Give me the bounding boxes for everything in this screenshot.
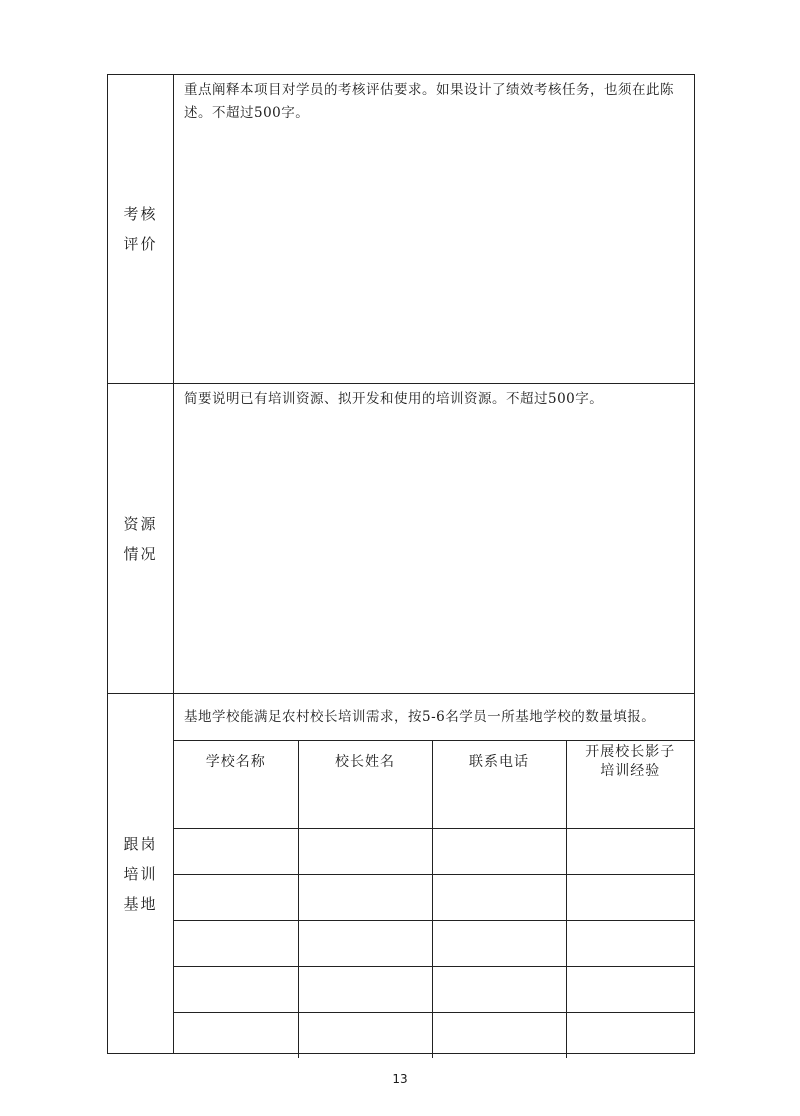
experience-cell[interactable]: [566, 921, 694, 967]
resources-hint: 简要说明已有培训资源、拟开发和使用的培训资源。不超过500字。: [184, 391, 604, 407]
training-base-label: [123, 829, 157, 919]
resources-row: [108, 383, 694, 693]
school-name-cell[interactable]: [174, 783, 298, 829]
principal-name-cell[interactable]: [298, 967, 432, 1013]
assessment-label-cell: [108, 75, 174, 383]
page-number: 13: [392, 1072, 408, 1086]
training-base-label-line: 跟岗: [123, 834, 158, 853]
phone-cell[interactable]: [432, 875, 566, 921]
training-base-row: [108, 693, 694, 1053]
assessment-content-cell[interactable]: [174, 75, 694, 383]
assessment-label: [123, 199, 157, 259]
training-base-label-line: 培训: [123, 864, 158, 883]
table-row: [174, 967, 694, 1013]
experience-cell[interactable]: [566, 875, 694, 921]
table-row: [174, 875, 694, 921]
column-header-phone: 联系电话: [432, 741, 566, 783]
resources-label: [123, 509, 157, 569]
principal-name-cell[interactable]: [298, 1013, 432, 1059]
experience-cell[interactable]: [566, 1013, 694, 1059]
phone-cell[interactable]: [432, 967, 566, 1013]
training-base-label-line: 基地: [123, 894, 158, 913]
school-name-cell[interactable]: [174, 1013, 298, 1059]
phone-cell[interactable]: [432, 783, 566, 829]
school-name-cell[interactable]: [174, 875, 298, 921]
assessment-label-line: 考核: [123, 205, 158, 223]
assessment-hint: 重点阐释本项目对学员的考核评估要求。如果设计了绩效考核任务，也须在此陈述。不超过500字。: [184, 82, 674, 121]
school-name-cell[interactable]: [174, 967, 298, 1013]
principal-name-cell[interactable]: [298, 921, 432, 967]
principal-name-cell[interactable]: [298, 783, 432, 829]
principal-name-cell[interactable]: [298, 875, 432, 921]
experience-cell[interactable]: [566, 783, 694, 829]
table-row: [174, 783, 694, 829]
resources-label-line: 情况: [123, 544, 158, 563]
table-row: [174, 1013, 694, 1059]
table-row: [174, 921, 694, 967]
resources-label-line: 资源: [123, 514, 158, 533]
training-base-label-cell: [108, 694, 174, 1053]
base-school-table: [174, 740, 694, 1053]
training-base-hint: 基地学校能满足农村校长培训需求，按5-6名学员一所基地学校的数量填报。: [184, 709, 656, 725]
phone-cell[interactable]: [432, 829, 566, 875]
training-base-content-cell: [174, 694, 694, 1053]
assessment-row: [108, 75, 694, 383]
column-header-school-name: 学校名称: [174, 741, 298, 783]
table-row: [174, 829, 694, 875]
phone-cell[interactable]: [432, 1013, 566, 1059]
experience-cell[interactable]: [566, 829, 694, 875]
school-name-cell[interactable]: [174, 921, 298, 967]
application-form-table: [107, 74, 695, 1054]
resources-content-cell[interactable]: [174, 384, 694, 693]
phone-cell[interactable]: [432, 921, 566, 967]
column-header-shadow-training-experience: 开展校长影子 培训经验: [566, 741, 694, 783]
experience-cell[interactable]: [566, 967, 694, 1013]
assessment-label-line: 评价: [123, 235, 158, 253]
school-name-cell[interactable]: [174, 829, 298, 875]
principal-name-cell[interactable]: [298, 829, 432, 875]
resources-label-cell: [108, 384, 174, 693]
base-school-header-row: [174, 741, 694, 783]
column-header-principal-name: 校长姓名: [298, 741, 432, 783]
